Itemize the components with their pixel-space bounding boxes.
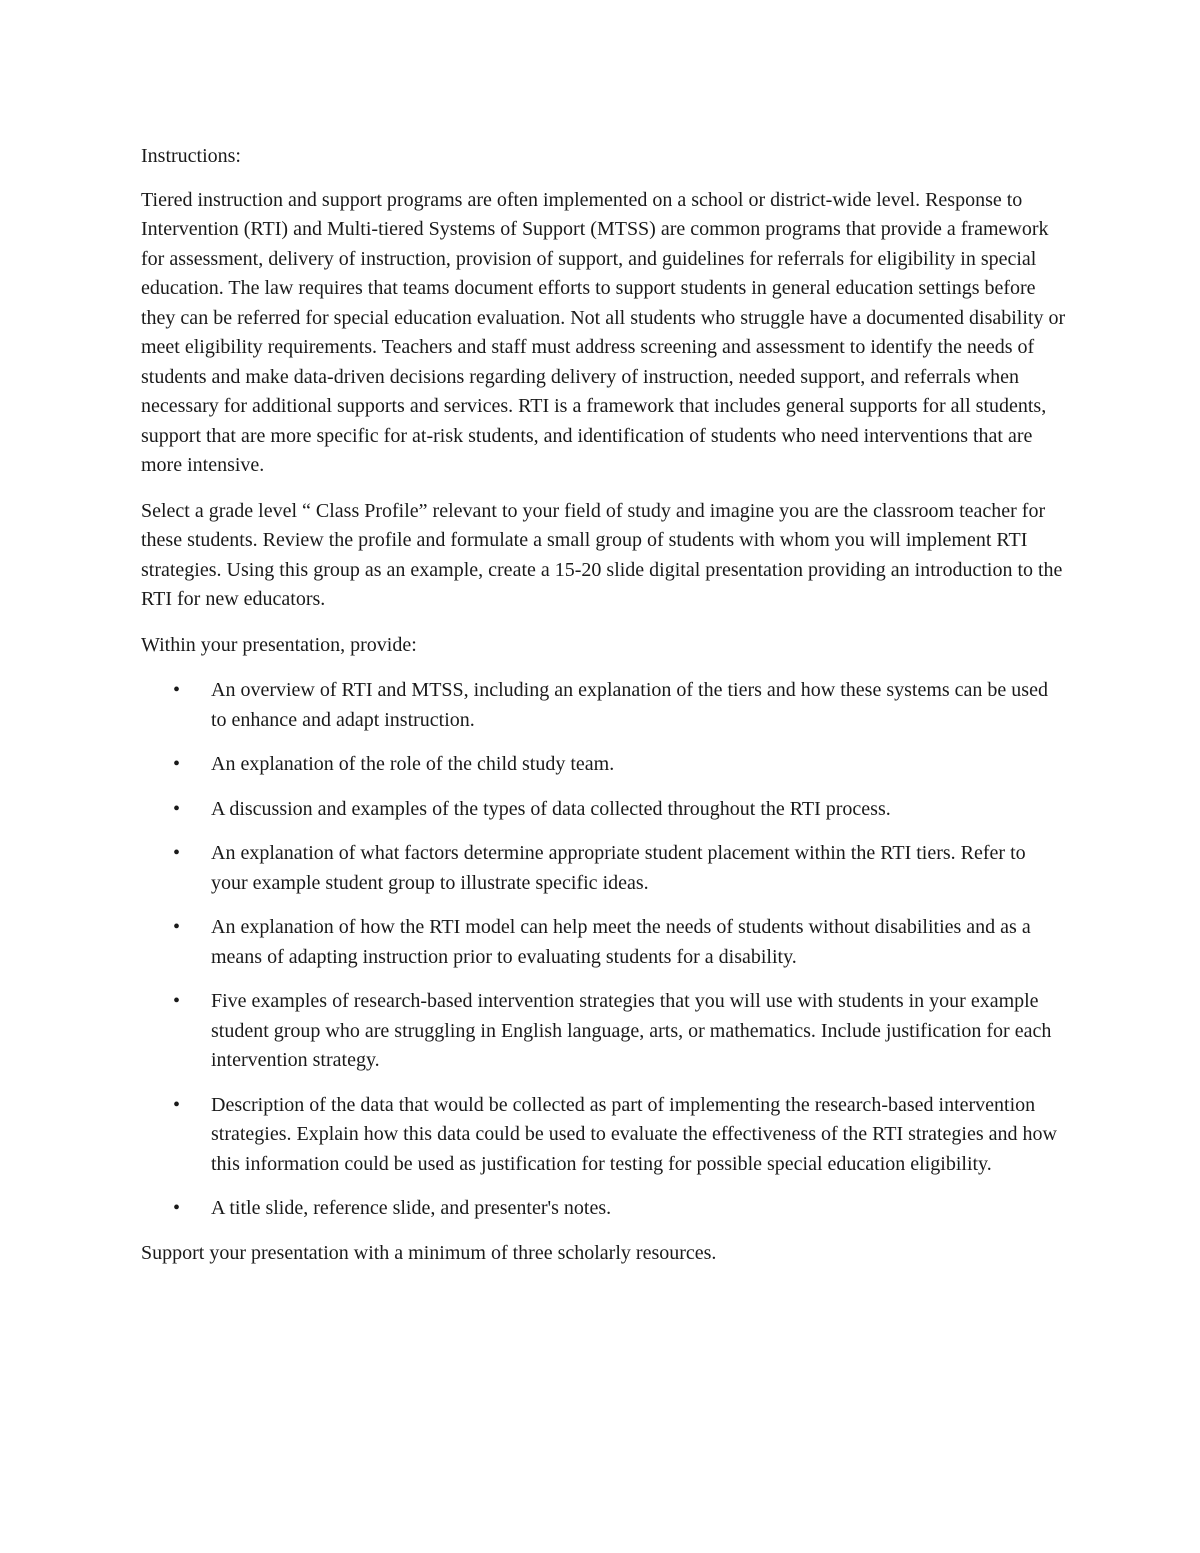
list-item [141, 750, 1066, 780]
list-item-text: An overview of RTI and MTSS, including an explanation of the tiers and how these systems can be used to enhance and adapt instruction. [211, 679, 1048, 731]
list-intro: Within your presentation, provide: [141, 633, 417, 656]
bullet-icon: • [173, 679, 181, 701]
bullet-icon: • [173, 797, 181, 820]
list-item [141, 839, 1066, 898]
list-item-text: A title slide, reference slide, and presenter's notes. [211, 1197, 612, 1219]
list-item-text: Description of the data that would be collected as part of implementing the research-based intervention strategies. Explain how this data could be used to evaluate the effectiveness of the RTI strategies and how this information could be used as justification for testing for possible special education eligibility. [211, 1093, 1057, 1175]
list-item-text: An explanation of what factors determine appropriate student placement within the RTI tiers. Refer to your example student group to illustrate specific ideas. [211, 842, 1026, 894]
document-page [141, 142, 1066, 1284]
task-paragraph: Select a grade level “ Class Profile” relevant to your field of study and imagine you are the classroom teacher for these students. Review the profile and formulate a small group of students with whom you will implement RTI strategies. Using this group as an example, create a 15-20 slide digital presentation providing an introduction to the RTI for new educators. [141, 499, 1063, 610]
list-item-text: Five examples of research-based intervention strategies that you will use with students in your example student group who are struggling in English language, arts, or mathematics. Include justification for each intervention strategy. [211, 990, 1052, 1071]
intro-paragraph: Tiered instruction and support programs are often implemented on a school or district-wide level. Response to Intervention (RTI) and Multi-tiered Systems of Support (MTSS) are common programs that provide a framework for assessment, delivery of instruction, provision of support, and guidelines for referrals for eligibility in special education. The law requires that teams document efforts to support students in general education settings before they can be referred for special education evaluation. Not all students who struggle have a documented disability or meet eligibility requirements. Teachers and staff must address screening and assessment to identify the needs of students and make data-driven decisions regarding delivery of instruction, needed support, and referrals when necessary for additional supports and services. RTI is a framework that includes general supports for all students, support that are more specific for at-risk students, and identification of students who need interventions that are more intensive. [141, 188, 1066, 476]
list-item [141, 913, 1066, 972]
closing-paragraph: Support your presentation with a minimum of three scholarly resources. [141, 1241, 717, 1264]
bullet-icon: • [173, 842, 181, 864]
bullet-icon: • [173, 916, 181, 938]
requirements-list [141, 676, 1066, 1224]
bullet-icon: • [173, 1093, 181, 1116]
list-item [141, 676, 1066, 735]
list-item [141, 987, 1066, 1076]
list-item [141, 795, 1066, 825]
list-item-text: A discussion and examples of the types of data collected throughout the RTI process. [211, 797, 891, 820]
bullet-icon: • [173, 753, 181, 775]
bullet-icon: • [173, 1197, 181, 1219]
list-item-text: An explanation of how the RTI model can help meet the needs of students without disabilities and as a means of adapting instruction prior to evaluating students for a disability. [211, 916, 1031, 968]
list-item [141, 1194, 1066, 1224]
instructions-heading: Instructions: [141, 145, 241, 167]
bullet-icon: • [173, 990, 181, 1012]
list-item-text: An explanation of the role of the child study team. [211, 753, 615, 775]
list-item [141, 1091, 1066, 1180]
